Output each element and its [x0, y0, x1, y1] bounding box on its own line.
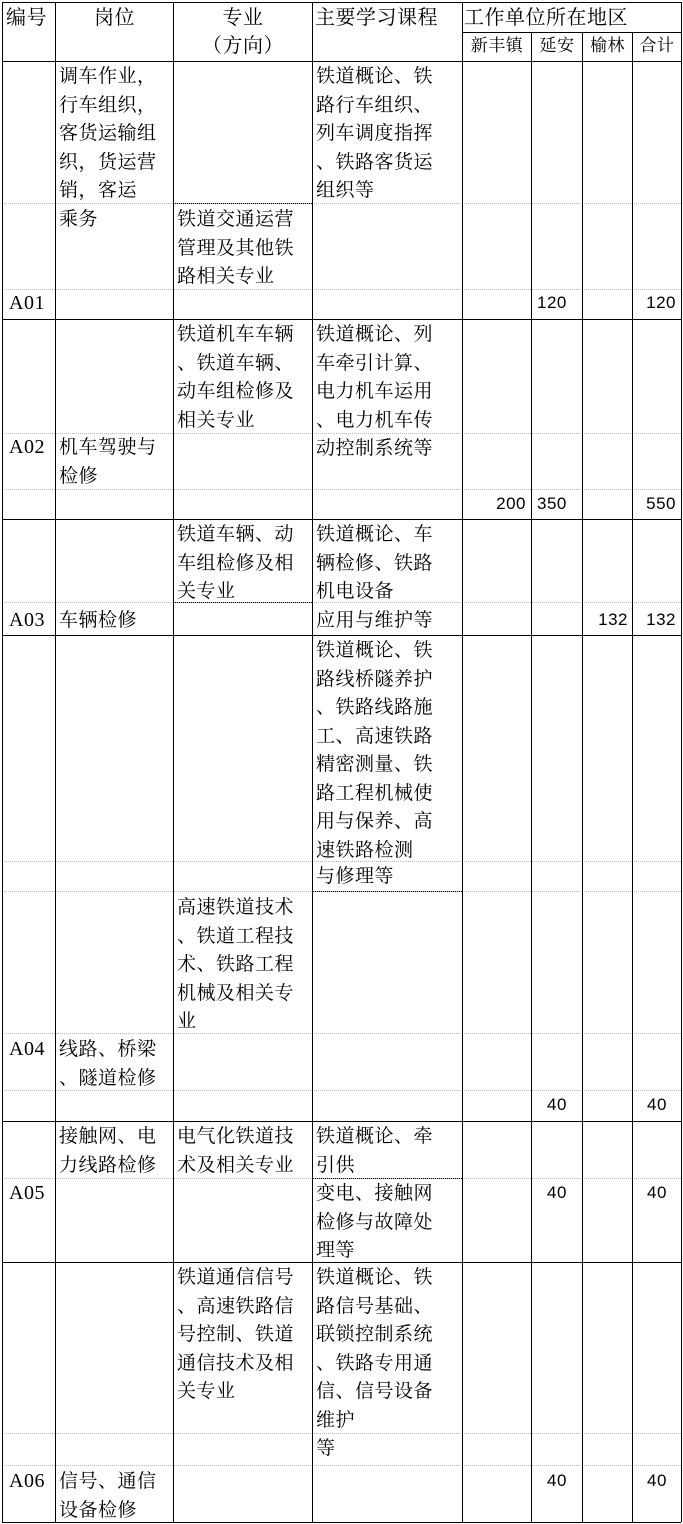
course-line: 与修理等	[316, 865, 395, 887]
value-total: 550	[646, 494, 676, 513]
post-cell	[59, 606, 137, 635]
header-major: 专业	[222, 5, 264, 29]
course-line: 组织等	[316, 179, 375, 201]
major-line: 动车组检修及	[177, 380, 295, 402]
header-total: 合计	[639, 36, 675, 56]
header-yulin: 榆林	[590, 36, 625, 56]
post-cell	[59, 1467, 157, 1524]
major-line: 管理及其他铁	[177, 236, 295, 259]
post-line: 检修	[59, 464, 99, 487]
post-line: 机车驾驶与	[59, 436, 157, 458]
value-total: 40	[647, 1095, 667, 1114]
value-yulin: 132	[598, 610, 628, 629]
major-line: 车组检修及相	[177, 551, 295, 574]
course-line: 路工程机械使	[316, 781, 434, 804]
header-xinfengzhen: 新丰镇	[470, 36, 524, 56]
post-line: 销，客运	[59, 179, 138, 201]
course-line: 引供	[316, 1153, 356, 1176]
major-cell	[177, 1263, 294, 1406]
course-line: 、铁路专用通	[316, 1351, 434, 1374]
course-line: 用与保养、高	[316, 810, 434, 832]
major-line: 铁道车辆、动	[177, 523, 295, 545]
row-code: A01	[9, 292, 45, 314]
major-line: 、高速铁路信	[177, 1294, 295, 1317]
post-line: 、隧道检修	[59, 1066, 157, 1089]
post-line: 车辆检修	[59, 609, 138, 631]
major-line: 、铁道车辆、	[177, 351, 295, 374]
header-post: 岗位	[94, 5, 135, 29]
header-courses: 主要学习课程	[315, 5, 438, 29]
major-cell	[177, 893, 294, 1036]
major-cell	[177, 1122, 294, 1179]
course-line: 理等	[316, 1239, 356, 1261]
value-yanan: 120	[537, 293, 567, 312]
course-line: 铁道概论、牵	[316, 1125, 434, 1147]
row-code: A05	[9, 1182, 45, 1204]
course-line: 工、高速铁路	[316, 724, 434, 747]
course-cell	[316, 636, 433, 864]
header-major-direction: （方向）	[202, 33, 284, 57]
course-line: 路线桥隧养护	[316, 667, 434, 690]
course-cell	[316, 1263, 433, 1434]
major-line: 号控制、铁道	[177, 1323, 295, 1345]
course-line: 维护	[316, 1408, 356, 1431]
post-cell	[59, 1035, 157, 1092]
course-line: 、电力机车传	[316, 408, 434, 431]
post-cell	[59, 1122, 157, 1179]
major-line: 相关专业	[177, 408, 256, 431]
course-line: 车牵引计算、	[316, 351, 434, 374]
header-region: 工作单位所在地区	[464, 5, 628, 29]
value-total: 40	[647, 1183, 667, 1202]
post-cell	[59, 433, 157, 490]
course-line: 路信号基础、	[316, 1294, 434, 1317]
row-code: A02	[9, 436, 45, 458]
post-line: 力线路检修	[59, 1153, 157, 1176]
row-code: A04	[9, 1038, 45, 1060]
major-line: 机械及相关专	[177, 981, 295, 1004]
major-line: 铁道通信信号	[177, 1266, 295, 1288]
value-yanan: 350	[537, 494, 567, 513]
course-cell	[316, 520, 433, 606]
course-cell	[316, 320, 433, 463]
value-yanan: 40	[547, 1471, 567, 1490]
major-line: 铁道机车车辆	[177, 323, 295, 345]
course-cell	[316, 62, 433, 205]
course-line: 铁道概论、列	[316, 323, 434, 345]
course-line: 等	[316, 1437, 336, 1459]
course-cell	[316, 1122, 433, 1179]
post-line: 线路、桥梁	[59, 1038, 157, 1060]
post-line: 织，货运营	[59, 150, 157, 173]
course-line: 列车调度指挥	[316, 122, 434, 144]
course-line: 检修与故障处	[316, 1210, 434, 1233]
major-line: 关专业	[177, 580, 236, 602]
major-line: 关专业	[177, 1380, 236, 1402]
course-line: 动控制系统等	[316, 437, 434, 459]
course-line: 铁道概论、铁	[316, 65, 434, 87]
header-yanan: 延安	[539, 36, 575, 56]
course-line: 联锁控制系统	[316, 1323, 434, 1345]
course-line: 精密测量、铁	[316, 753, 434, 775]
course-line: 路行车组织、	[316, 93, 434, 116]
post-line: 设备检修	[59, 1498, 138, 1521]
major-line: 电气化铁道技	[177, 1125, 295, 1147]
major-cell	[177, 520, 294, 606]
post-line: 乘务	[59, 208, 99, 230]
course-line: 速铁路检测	[316, 838, 414, 861]
header-no: 编号	[6, 5, 47, 29]
major-line: 术及相关专业	[177, 1153, 295, 1176]
major-line: 铁道交通运营	[177, 208, 295, 230]
course-line: 辆检修、铁路	[316, 551, 434, 574]
major-cell	[177, 320, 294, 434]
course-line: 铁道概论、铁	[316, 639, 434, 661]
major-line: 通信技术及相	[177, 1351, 295, 1374]
value-total: 120	[646, 293, 676, 312]
value-total: 40	[647, 1471, 667, 1490]
value-yanan: 40	[547, 1095, 567, 1114]
major-line: 术、铁路工程	[177, 953, 295, 975]
post-cell	[59, 62, 157, 205]
post-line: 信号、通信	[59, 1470, 157, 1492]
major-line: 高速铁道技术	[177, 896, 295, 918]
course-line: 铁道概论、铁	[316, 1266, 434, 1288]
row-code: A06	[9, 1470, 45, 1492]
course-line: 铁道概论、车	[316, 523, 434, 545]
course-cell-cont	[316, 1179, 433, 1265]
major-line: 业	[177, 1010, 197, 1032]
value-yanan: 40	[547, 1183, 567, 1202]
major-line: 、铁道工程技	[177, 924, 295, 947]
post-line: 行车组织，	[59, 93, 157, 116]
course-line: 电力机车运用	[316, 380, 434, 402]
post-line: 接触网、电	[59, 1125, 157, 1147]
major-cell	[177, 205, 294, 291]
major-line: 路相关专业	[177, 265, 275, 287]
value-total: 132	[646, 610, 676, 629]
post-line: 调车作业，	[59, 65, 157, 87]
course-line: 、铁路客货运	[316, 150, 434, 173]
row-code: A03	[9, 609, 45, 631]
course-line: 、铁路线路施	[316, 696, 434, 718]
post-line: 客货运输组	[59, 122, 157, 144]
course-line: 信、信号设备	[316, 1380, 434, 1402]
value-xinfengzhen: 200	[496, 494, 526, 513]
course-line: 机电设备	[316, 580, 395, 602]
course-line: 变电、接触网	[316, 1182, 434, 1204]
course-line: 应用与维护等	[316, 609, 434, 631]
